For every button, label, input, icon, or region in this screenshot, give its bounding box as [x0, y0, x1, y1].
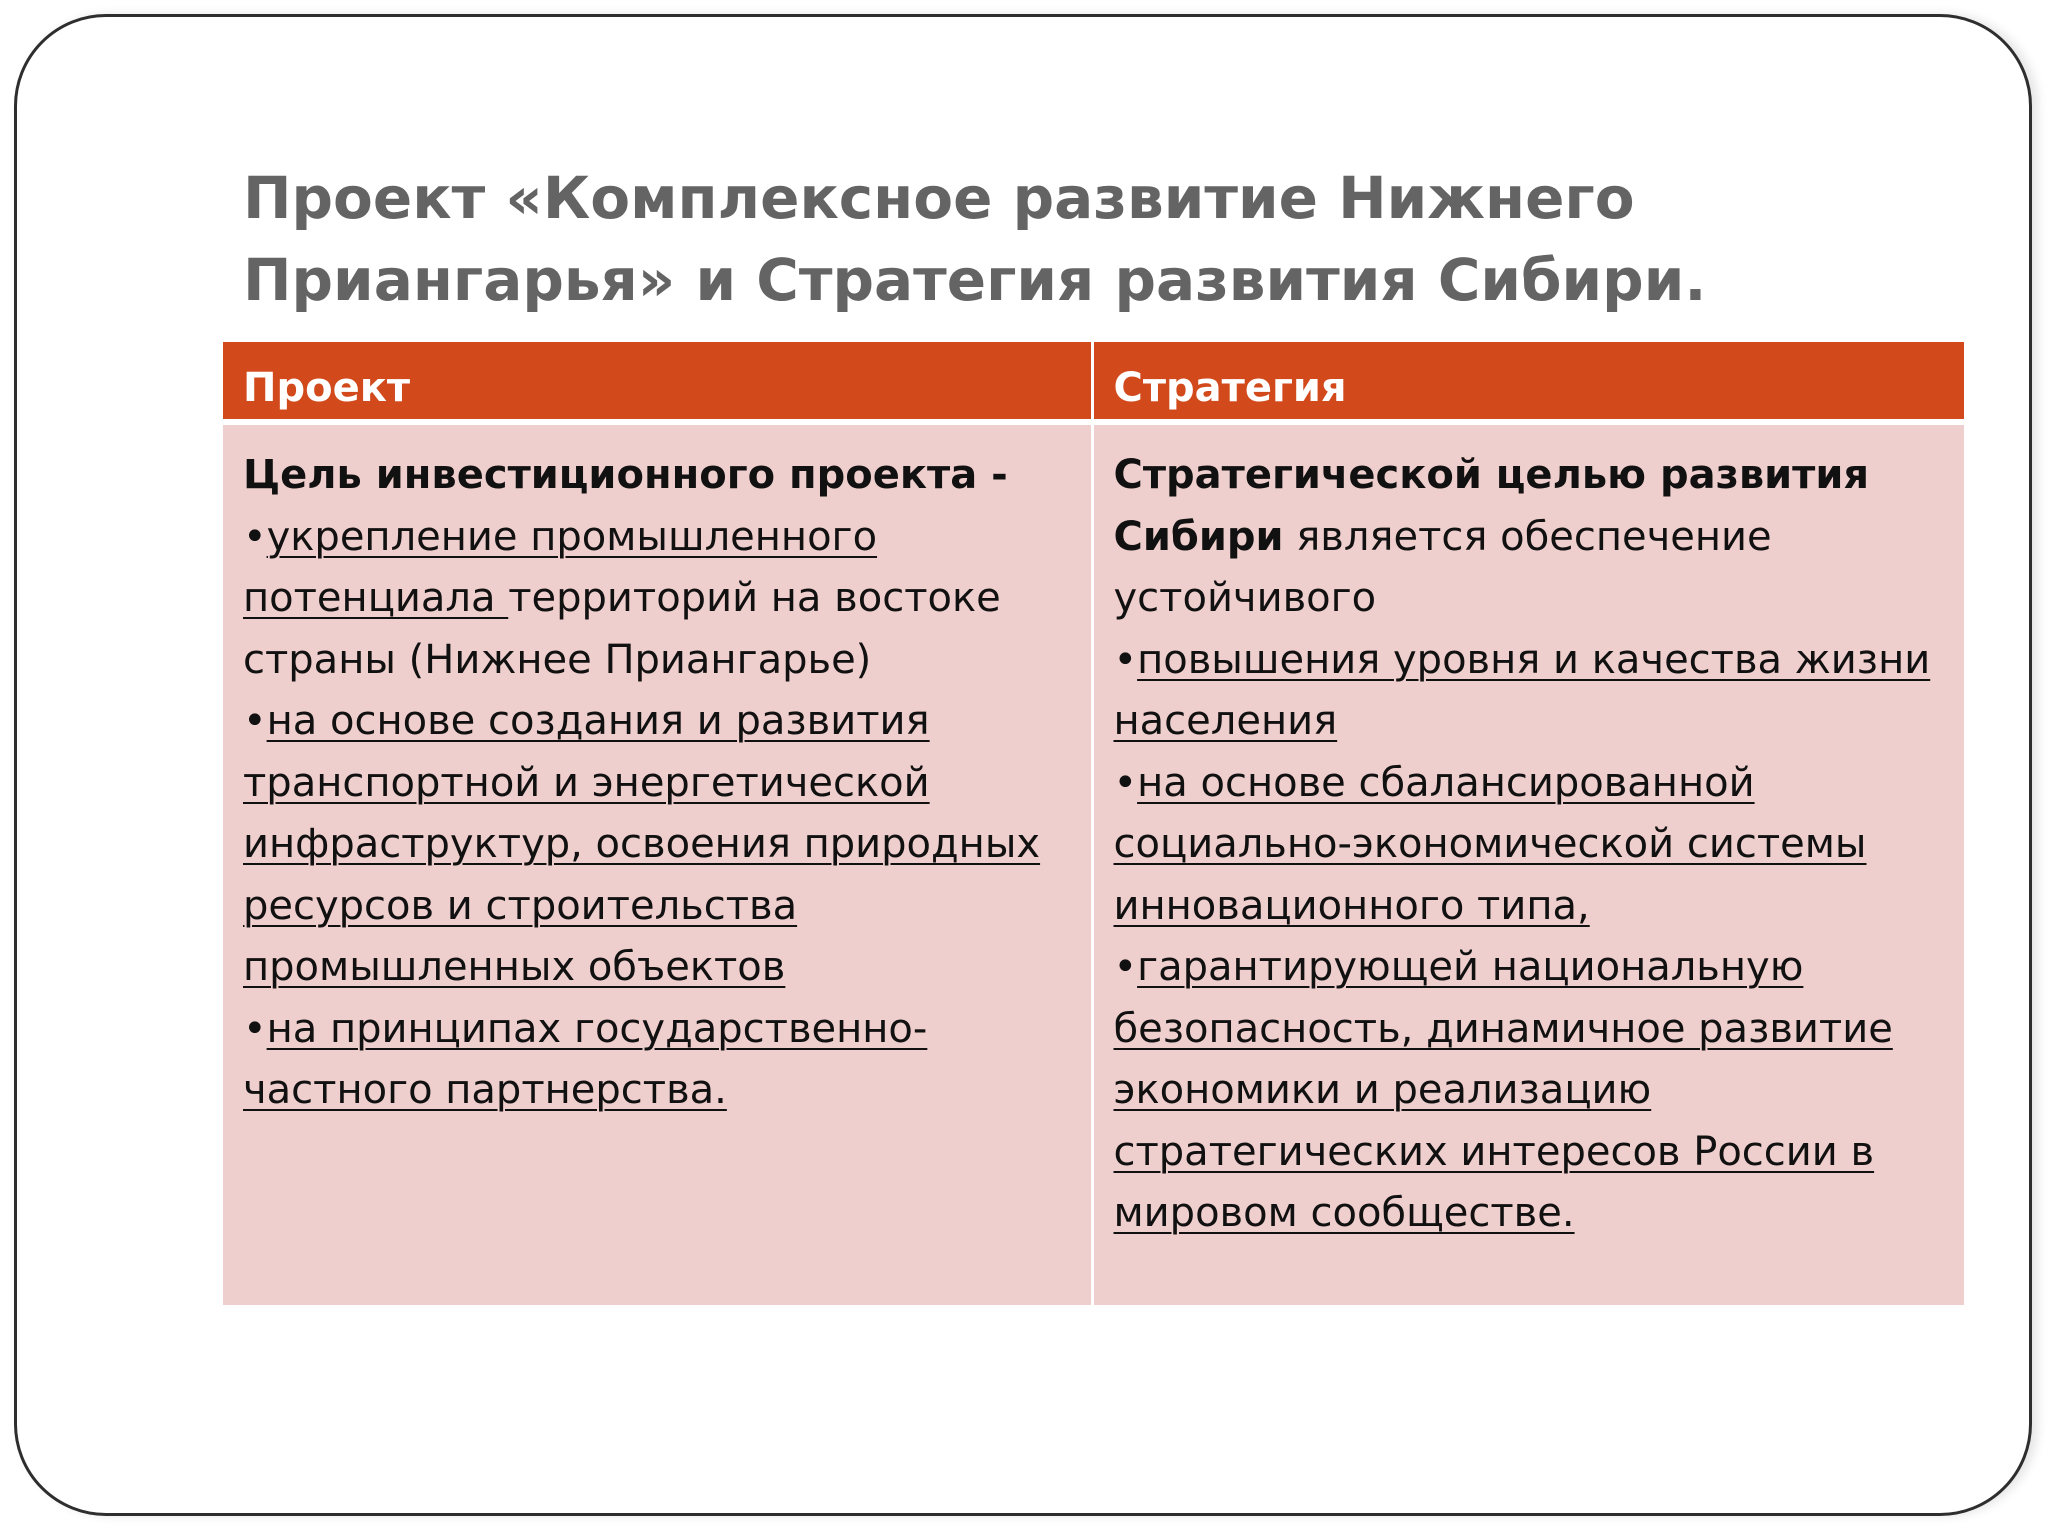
table-row — [223, 422, 1964, 1305]
bullet-icon: • — [1113, 944, 1138, 990]
project-item2: на основе создания и развития транспортной и энергетической инфраструктур, освоения природных ресурсов и строительства промышленных объектов — [243, 698, 1041, 990]
strategy-item3: гарантирующей национальную безопасность, динамичное развитие экономики и реализацию стратегических интересов России в мировом сообществе. — [1113, 944, 1893, 1236]
bullet-icon: • — [243, 1005, 267, 1052]
strategy-item2: на основе сбалансированной социально-экономической системы инновационного типа, — [1113, 759, 1867, 929]
strategy-cell — [1092, 422, 1964, 1305]
bullet-icon: • — [1113, 636, 1138, 683]
header-strategy: Стратегия — [1092, 342, 1964, 422]
strategy-heading-rest: является обеспечение устойчивого — [1113, 513, 1772, 621]
project-item1-rest: территорий на востоке страны (Нижнее Приангарье) — [243, 575, 1001, 683]
bullet-icon: • — [243, 513, 267, 560]
project-item1-underlined: укрепление промышленного потенциала — [243, 513, 878, 621]
bullet-icon: • — [1113, 759, 1138, 806]
slide-title: Проект «Комплексное развитие Нижнего Приангарья» и Стратегия развития Сибири. — [243, 164, 1707, 314]
table-header-row — [223, 342, 1964, 422]
comparison-table-wrapper — [223, 342, 1964, 1305]
project-cell — [223, 422, 1092, 1305]
header-project: Проект — [223, 342, 1092, 422]
strategy-item1: повышения уровня и качества жизни населения — [1113, 636, 1931, 744]
comparison-table — [223, 342, 1964, 1305]
project-heading: Цель инвестиционного проекта - — [243, 452, 1008, 498]
project-item3: на принципах государственно-частного партнерства. — [243, 1005, 928, 1113]
slide-frame — [14, 14, 2032, 1516]
bullet-icon: • — [243, 698, 267, 744]
strategy-heading-bold: Стратегической целью развития Сибири — [1113, 452, 1870, 560]
